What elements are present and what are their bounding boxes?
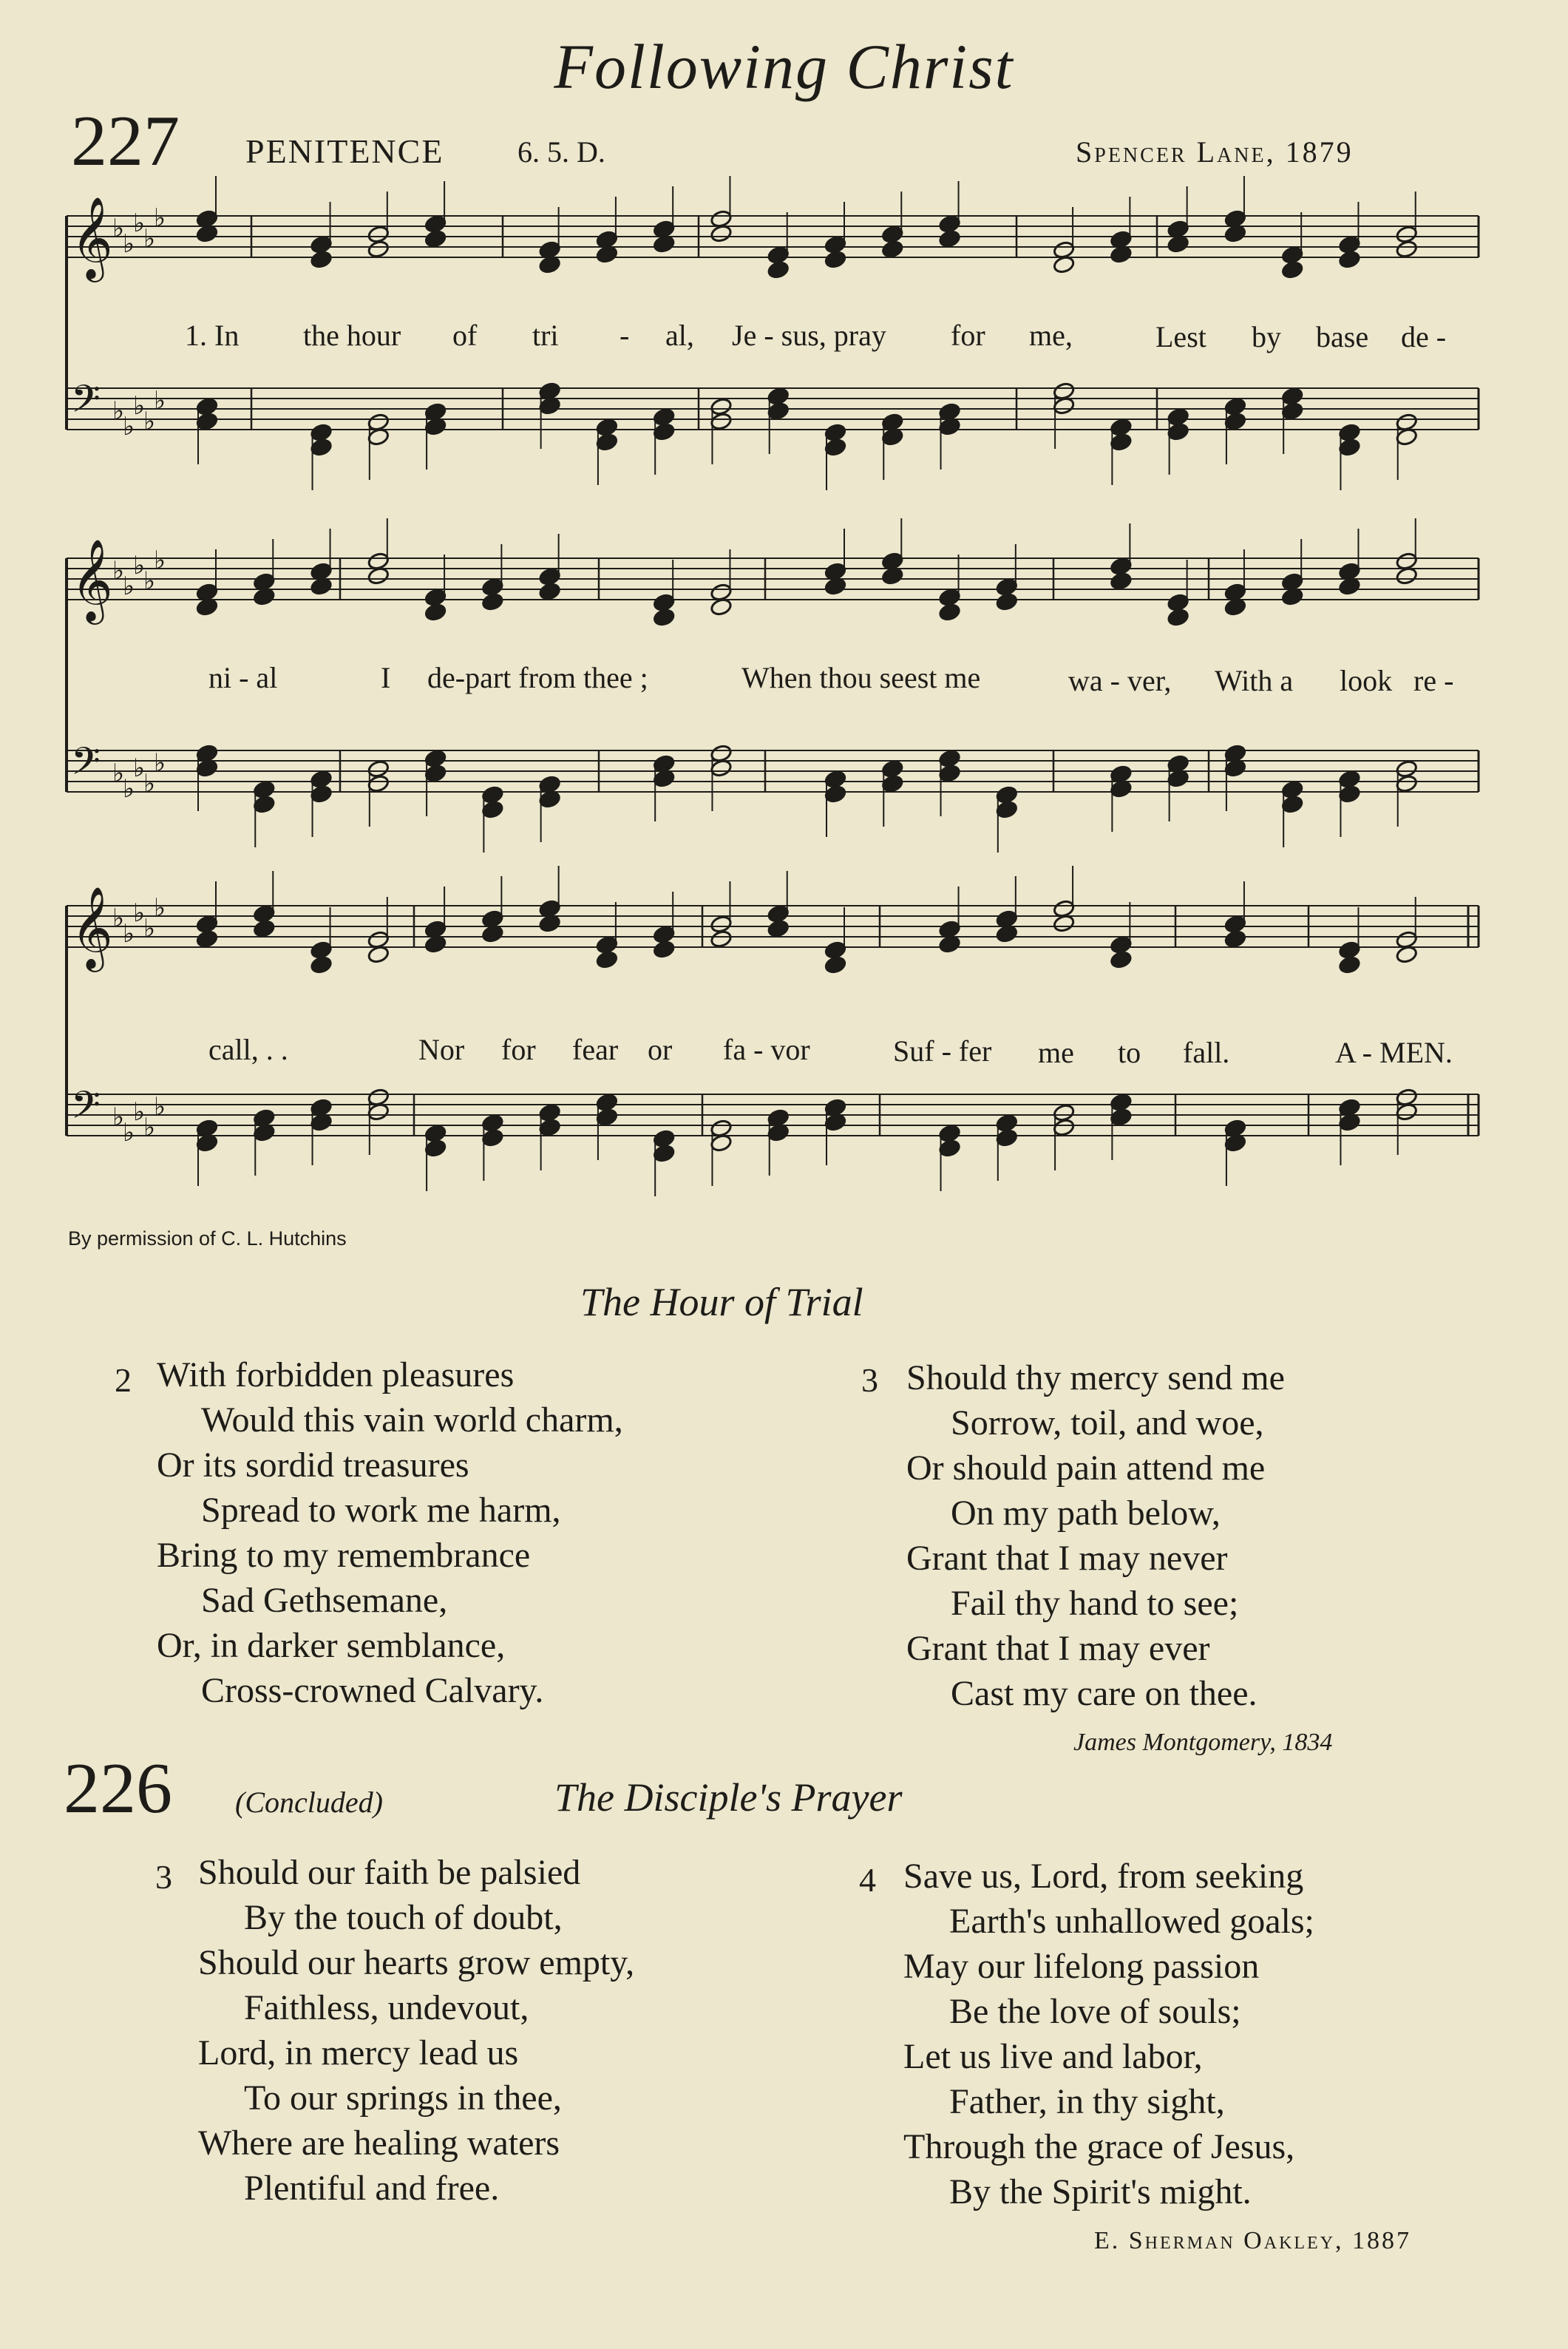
note-head [1110, 1108, 1133, 1127]
permission-note: By permission of C. L. Hutchins [68, 1227, 347, 1250]
verse-line: Or its sordid treasures [157, 1445, 469, 1485]
verse-line: On my path below, [951, 1494, 1221, 1533]
note-head [1395, 225, 1418, 244]
hymn-number-227: 227 [71, 101, 180, 181]
note-head [881, 240, 904, 259]
note-head [1224, 929, 1247, 949]
flat-sign-icon: ♭ [154, 893, 166, 923]
note-head [424, 603, 447, 622]
flat-sign-icon: ♭ [112, 556, 125, 586]
note-head [596, 1093, 619, 1112]
note-head [710, 929, 733, 949]
lyric-syllable: by [1252, 320, 1281, 353]
lyric-syllable: - [620, 319, 630, 352]
note-head [767, 245, 790, 265]
verse-line: Let us live and labor, [903, 2037, 1203, 2076]
note-head [996, 785, 1019, 804]
note-head [938, 214, 961, 234]
note-head [824, 770, 847, 789]
note-head [653, 608, 676, 627]
note-head [653, 925, 676, 944]
lyric-syllable: 1. In [185, 319, 240, 352]
flat-sign-icon: ♭ [123, 229, 135, 259]
verse-line: With forbidden pleasures [157, 1355, 515, 1394]
lyric-syllable: for [951, 319, 985, 352]
lyric-syllable: for [501, 1033, 536, 1066]
note-head [424, 1139, 447, 1158]
note-head [481, 577, 504, 597]
note-head [653, 407, 676, 427]
lyric-syllable: al, [665, 319, 694, 352]
note-head [824, 784, 847, 804]
note-head [424, 1124, 447, 1143]
note-head [253, 780, 276, 799]
note-head [481, 785, 504, 804]
note-head [824, 955, 847, 974]
note-head [310, 423, 333, 442]
note-head [367, 240, 390, 259]
flat-sign-icon: ♭ [154, 203, 166, 233]
note-head [996, 1128, 1019, 1148]
verse-line: By the touch of doubt, [244, 1898, 563, 1937]
note-head [996, 800, 1019, 819]
note-head [938, 1139, 961, 1158]
note-head [596, 950, 619, 969]
flat-sign-icon: ♭ [112, 759, 125, 788]
lyric-syllable: tri [532, 319, 559, 352]
note-head [1110, 557, 1133, 576]
lyric-syllable: Nor [418, 1033, 465, 1066]
verse-line: By the Spirit's might. [949, 2172, 1252, 2211]
lyric-syllable: me, [1029, 319, 1073, 352]
note-head [481, 592, 504, 611]
note-head [310, 940, 333, 960]
note-head [710, 397, 733, 416]
verse-line: Or, in darker semblance, [157, 1626, 506, 1665]
note-head [1338, 438, 1361, 457]
note-head [253, 919, 276, 938]
note-head [310, 250, 333, 269]
note-head [710, 915, 733, 934]
note-head [310, 770, 333, 789]
section-title: Following Christ [554, 31, 1014, 102]
treble-clef-icon: 𝄞 [71, 886, 113, 969]
verse-line: Faithless, undevout, [244, 1988, 529, 2027]
note-head [1281, 795, 1304, 814]
bass-clef-icon: 𝄢 [71, 376, 101, 430]
note-head [1338, 250, 1361, 269]
note-head [596, 433, 619, 452]
flat-sign-icon: ♭ [154, 748, 166, 778]
note-head [1110, 1093, 1133, 1112]
lyric-syllable: Je - sus, pray [732, 319, 886, 352]
note-head [1338, 955, 1361, 974]
verse-number: 3 [155, 1858, 172, 1896]
note-head [424, 214, 447, 234]
note-head [653, 1129, 676, 1148]
flat-sign-icon: ♭ [154, 546, 166, 575]
note-head [367, 774, 390, 793]
flat-sign-icon: ♭ [133, 898, 146, 928]
note-head [424, 749, 447, 768]
note-head [767, 401, 790, 421]
verse-line: Fail thy hand to see; [951, 1584, 1239, 1623]
note-head [824, 438, 847, 457]
note-head [253, 795, 276, 814]
hymn-number-226: 226 [64, 1749, 172, 1828]
note-head [653, 593, 676, 612]
flat-sign-icon: ♭ [112, 396, 125, 426]
note-head [996, 1114, 1019, 1133]
flat-sign-icon: ♭ [143, 566, 156, 596]
note-head [1338, 235, 1361, 254]
author-226: E. Sherman Oakley, 1887 [1094, 2227, 1412, 2254]
verse-line: Where are healing waters [198, 2123, 560, 2163]
hymn-title-226: The Disciple's Prayer [554, 1775, 903, 1820]
note-head [1281, 780, 1304, 799]
note-head [481, 1128, 504, 1148]
note-head [938, 229, 961, 248]
flat-sign-icon: ♭ [112, 1102, 125, 1132]
bass-clef-icon: 𝄢 [71, 739, 101, 793]
note-head [824, 940, 847, 960]
note-head [538, 582, 561, 601]
note-head [367, 759, 390, 779]
note-head [1224, 915, 1247, 934]
note-head [938, 1124, 961, 1143]
note-head [1224, 397, 1247, 416]
flat-sign-icon: ♭ [133, 551, 146, 580]
note-head [1395, 240, 1418, 259]
flat-sign-icon: ♭ [154, 1092, 166, 1122]
note-head [253, 904, 276, 923]
note-head [424, 588, 447, 607]
lyric-syllable: wa - ver, [1068, 664, 1172, 697]
lyric-syllable: fall. [1183, 1036, 1230, 1069]
note-head [881, 225, 904, 244]
flat-sign-icon: ♭ [123, 919, 135, 949]
note-head [310, 235, 333, 254]
note-head [938, 588, 961, 607]
note-head [881, 774, 904, 793]
tune-name: PENITENCE [245, 132, 444, 170]
note-head [1224, 412, 1247, 431]
note-head [367, 225, 390, 244]
flat-sign-icon: ♭ [143, 914, 156, 943]
flat-sign-icon: ♭ [123, 1118, 135, 1148]
note-head [938, 764, 961, 783]
note-head [596, 935, 619, 955]
lyric-syllable: de-part from thee ; [427, 661, 648, 694]
note-head [1110, 433, 1133, 452]
note-head [1395, 774, 1418, 793]
verse-line: Should our hearts grow empty, [198, 1943, 635, 1982]
note-head [424, 229, 447, 248]
note-head [538, 567, 561, 586]
verse-line: Be the love of souls; [949, 1992, 1241, 2031]
note-head [1053, 1118, 1076, 1137]
note-head [767, 904, 790, 923]
note-head [1395, 759, 1418, 779]
note-head [596, 418, 619, 437]
verse-line: Grant that I may ever [906, 1629, 1210, 1668]
bass-clef-icon: 𝄢 [71, 1082, 101, 1136]
note-head [1281, 260, 1304, 279]
lyric-syllable: to [1118, 1036, 1141, 1069]
note-head [1167, 407, 1189, 427]
note-head [938, 749, 961, 768]
author-227: James Montgomery, 1834 [1073, 1729, 1333, 1756]
note-head [424, 764, 447, 783]
note-head [481, 1114, 504, 1133]
note-head [196, 915, 219, 934]
verse-line: Sad Gethsemane, [201, 1581, 448, 1620]
verse-line: Grant that I may never [906, 1539, 1228, 1578]
flat-sign-icon: ♭ [133, 209, 146, 238]
note-head [996, 592, 1019, 611]
note-head [1338, 784, 1361, 804]
lyric-syllable: or [648, 1033, 673, 1066]
verse-line: Should our faith be palsied [198, 1853, 581, 1892]
verse-line: Father, in thy sight, [949, 2082, 1225, 2121]
lyric-syllable: ni - al [208, 661, 278, 694]
flat-sign-icon: ♭ [133, 1097, 146, 1127]
lyric-syllable: When thou seest me [741, 661, 981, 694]
note-head [653, 422, 676, 441]
hymn-title-227: The Hour of Trial [580, 1280, 863, 1324]
verse-line: Or should pain attend me [906, 1448, 1266, 1488]
lyric-syllable: the hour [303, 319, 401, 352]
note-head [1110, 950, 1133, 969]
note-head [824, 235, 847, 254]
note-head [1338, 940, 1361, 960]
note-head [1281, 401, 1304, 421]
lyric-syllable: look [1340, 664, 1393, 697]
lyric-syllable: me [1038, 1036, 1074, 1069]
flat-sign-icon: ♭ [154, 386, 166, 416]
lyric-syllable: of [452, 319, 478, 352]
note-head [538, 1118, 561, 1137]
note-head [1167, 608, 1189, 627]
lyric-syllable: fa - vor [723, 1033, 810, 1066]
verse-number: 3 [861, 1361, 878, 1399]
note-head [538, 1103, 561, 1122]
verse-line: Save us, Lord, from seeking [903, 1857, 1304, 1896]
flat-sign-icon: ♭ [133, 753, 146, 783]
meter: 6. 5. D. [517, 135, 605, 169]
note-head [1338, 770, 1361, 789]
note-head [1338, 423, 1361, 442]
composer: Spencer Lane, 1879 [1076, 135, 1354, 169]
note-head [881, 759, 904, 779]
verse-number: 2 [115, 1361, 132, 1399]
note-head [767, 387, 790, 406]
note-head [710, 412, 733, 431]
treble-clef-icon: 𝄞 [71, 196, 113, 279]
verse-line: To our springs in thee, [244, 2078, 562, 2118]
note-head [196, 412, 219, 431]
lyric-syllable: With a [1215, 664, 1294, 697]
flat-sign-icon: ♭ [123, 412, 135, 441]
flat-sign-icon: ♭ [143, 224, 156, 254]
verse-line: Cross-crowned Calvary. [201, 1671, 544, 1710]
lyric-syllable: I [381, 661, 391, 694]
note-head [196, 929, 219, 949]
note-head [1110, 935, 1133, 955]
note-head [596, 1108, 619, 1127]
treble-clef-icon: 𝄞 [71, 538, 113, 621]
verse-line: Would this vain world charm, [201, 1400, 623, 1440]
flat-sign-icon: ♭ [143, 769, 156, 799]
verse-line: Spread to work me harm, [201, 1491, 561, 1530]
verse-line: Earth's unhallowed goals; [949, 1902, 1314, 1941]
note-head [824, 250, 847, 269]
flat-sign-icon: ♭ [123, 572, 135, 601]
verse-line: Plentiful and free. [244, 2169, 500, 2208]
lyric-syllable: Suf - fer [893, 1034, 992, 1068]
note-head [1053, 1103, 1076, 1122]
note-head [196, 397, 219, 416]
note-head [310, 438, 333, 457]
note-head [824, 423, 847, 442]
note-head [1110, 418, 1133, 437]
flat-sign-icon: ♭ [112, 214, 125, 243]
note-head [310, 784, 333, 804]
note-head [1167, 593, 1189, 612]
concluded-note: (Concluded) [235, 1786, 383, 1819]
note-head [767, 260, 790, 279]
lyric-syllable: call, . . [208, 1033, 288, 1066]
flat-sign-icon: ♭ [133, 391, 146, 421]
note-head [996, 577, 1019, 597]
flat-sign-icon: ♭ [143, 1113, 156, 1142]
note-head [1281, 245, 1304, 265]
lyric-syllable: Lest [1155, 320, 1206, 353]
flat-sign-icon: ♭ [112, 904, 125, 933]
verse-line: Should thy mercy send me [906, 1358, 1285, 1397]
note-head [767, 919, 790, 938]
note-head [938, 603, 961, 622]
note-head [653, 940, 676, 959]
verse-line: Through the grace of Jesus, [903, 2127, 1295, 2166]
lyric-syllable: re - [1413, 664, 1454, 697]
note-head [1110, 572, 1133, 591]
verse-line: Lord, in mercy lead us [198, 2033, 519, 2072]
verse-number: 4 [859, 1861, 876, 1899]
flat-sign-icon: ♭ [143, 407, 156, 436]
lyric-syllable: fear [572, 1033, 619, 1066]
note-head [1167, 422, 1189, 441]
note-head [653, 1144, 676, 1163]
note-head [1281, 387, 1304, 406]
verse-line: Bring to my remembrance [157, 1536, 531, 1575]
verse-line: May our lifelong passion [903, 1947, 1260, 1986]
note-head [481, 800, 504, 819]
lyric-syllable: base [1316, 320, 1369, 353]
flat-sign-icon: ♭ [123, 774, 135, 804]
lyric-syllable: A - MEN. [1335, 1036, 1453, 1069]
note-head [310, 955, 333, 974]
verse-line: Sorrow, toil, and woe, [951, 1403, 1264, 1443]
lyric-syllable: de - [1401, 320, 1447, 353]
verse-line: Cast my care on thee. [951, 1674, 1258, 1713]
